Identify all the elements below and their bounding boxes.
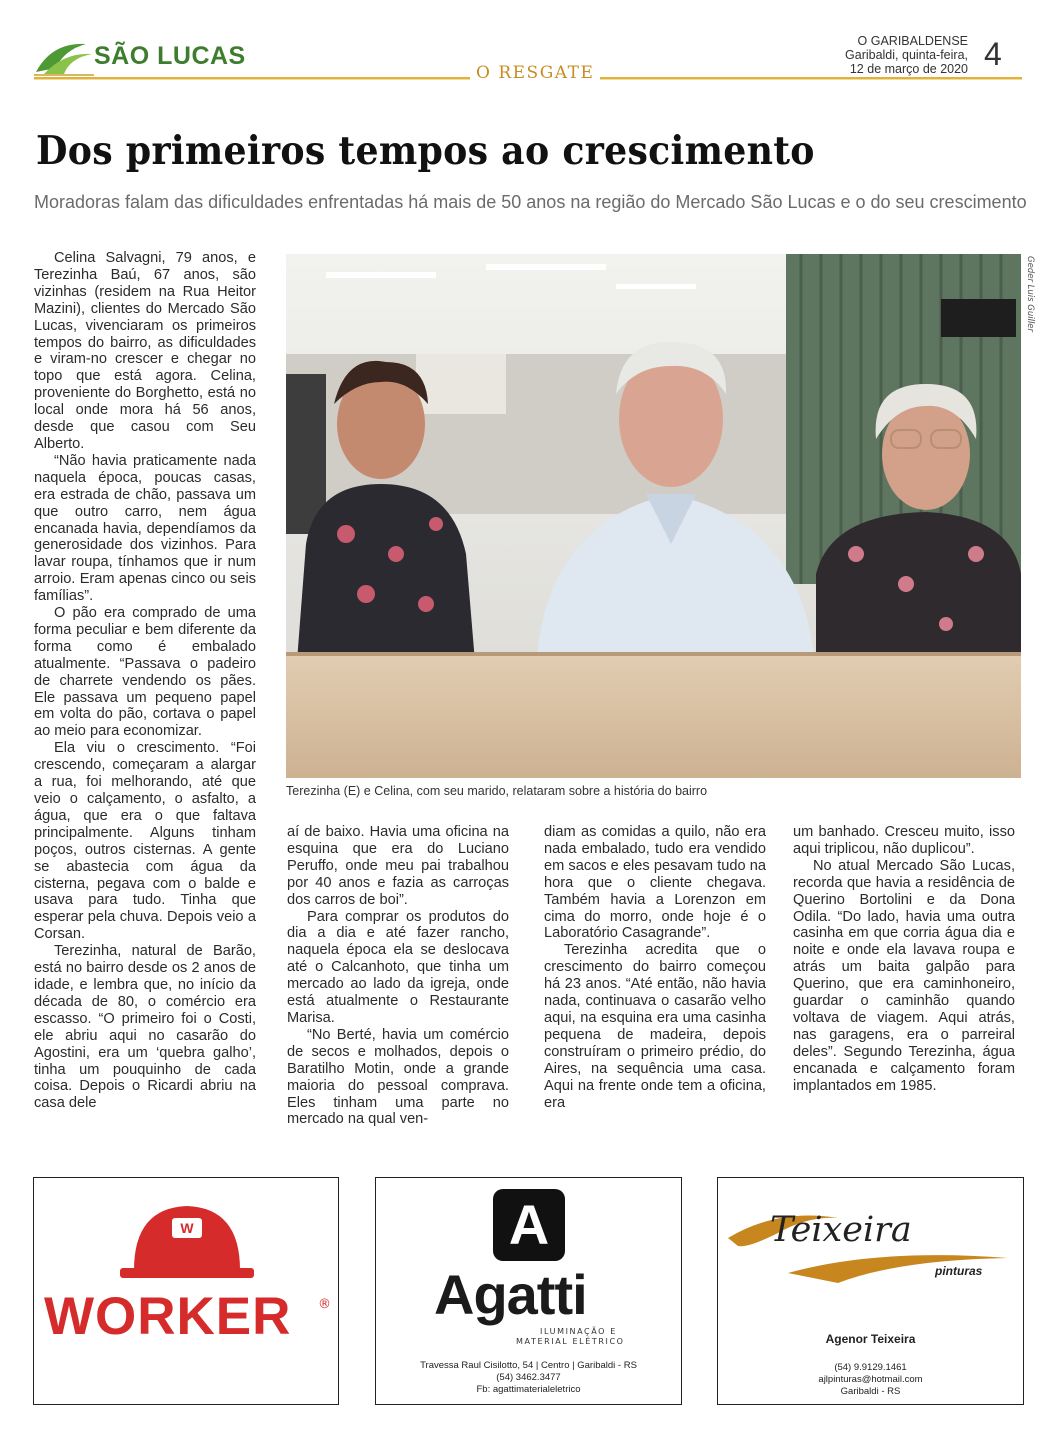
paragraph: aí de baixo. Havia uma oficina na esquina que era do Luciano Peruffo, onde meu pai trabalhou por 40 anos e fazia as carroças dos carros de boi”.: [287, 824, 509, 908]
teixeira-brand: Teixeira: [770, 1210, 912, 1250]
paragraph: um banhado. Cresceu muito, isso aqui triplicou, não duplicou”.: [793, 824, 1015, 857]
column-label: O RESGATE: [470, 63, 600, 83]
agatti-contact: [376, 1360, 681, 1396]
photo-illustration: [286, 254, 1021, 778]
page-number: 4: [984, 36, 1002, 72]
agatti-tagline-2: MATERIAL ELÉTRICO: [516, 1337, 625, 1346]
headline: Dos primeiros tempos ao crescimento: [36, 128, 815, 174]
ad-teixeira: [717, 1177, 1024, 1405]
paragraph: Terezinha, natural de Barão, está no bairro desde os 2 anos de idade, e lembra que, no início da década de 80, o comércio era escasso. “O primeiro foi o Costi, ele abriu aqui no casarão do Agostini, era um ‘quebra galho’, tinha um pouquinho de cada coisa. Depois o Ricardi abriu na casa dele: [34, 943, 256, 1112]
dateline-line2: 12 de março de 2020: [849, 62, 968, 76]
paragraph: O pão era comprado de uma forma peculiar e bem diferente da forma como é embalado atualmente. “Passava o padeiro de charrete vendendo os pães. Ele passava um pequeno papel em volta do pão, cortava o papel ao meio para economizar.: [34, 605, 256, 740]
teixeira-phone: (54) 9.9129.1461: [834, 1362, 907, 1373]
paragraph: Ela viu o crescimento. “Foi crescendo, começaram a alargar a rua, foi melhorando, até que veio o calçamento, o asfalto, a água, que era o que faltava principalmente. Alguns tinham poços, outros cisternas. A gente se abastecia com água da cisterna, pegava com o balde e usava para tudo. Tinha que esperar pela chuva. Depois veio a Corsan.: [34, 740, 256, 943]
teixeira-contact: [718, 1362, 1023, 1398]
agatti-brand: Agatti: [434, 1263, 587, 1326]
paragraph: Celina Salvagni, 79 anos, e Terezinha Baú, 67 anos, são vizinhas (residem na Rua Heitor Mazini), clientes do Mercado São Lucas, vivenciaram os primeiros tempos do bairro, as dificuldades e viram-no crescer e chegar no topo que está agora. Celina, proveniente do Borghetto, está no local onde mora há 56 anos, desde que casou com Seu Alberto.: [34, 250, 256, 452]
paragraph: “No Berté, havia um comércio de secos e molhados, depois o Baratilho Motin, onde a grande maioria do pessoal comprava. Eles tinham uma parte no mercado na qual ven-: [287, 1026, 509, 1128]
photo-caption: Terezinha (E) e Celina, com seu marido, relataram sobre a história do bairro: [286, 784, 708, 798]
agatti-tagline-1: ILUMINAÇÃO E: [540, 1327, 617, 1336]
paragraph: No atual Mercado São Lucas, recorda que havia a residência de Querino Bortolini e da Dona Odila. “Do lado, havia uma outra casinha em que corria água dia e noite e onde ela lavava roupa e atrás um baita galpão para Querino, que era caminhoneiro, guardar o caminhão quando voltava de viagem. Aqui atrás, nas garagens, era o parreiral deles”. Segundo Terezinha, água encanada e calçamento foram implantados em 1985.: [793, 857, 1015, 1094]
paragraph: Para comprar os produtos do dia a dia e até fazer rancho, naquela época ela se deslocava até o Calcanhoto, que tinha um mercado ao lado da igreja, onde está atualmente o Restaurante Marisa.: [287, 908, 509, 1026]
dateline-line1: Garibaldi, quinta-feira,: [845, 48, 968, 62]
paragraph: diam as comidas a quilo, não era nada embalado, tudo era vendido em sacos e eles pesavam tudo na hora que o cliente chegava. Também havia a Lorenzon em cima do morro, onde hoje é o Laboratório Casagrande”.: [544, 824, 766, 942]
teixeira-owner: Agenor Teixeira: [825, 1332, 916, 1346]
teixeira-sub: pinturas: [935, 1264, 983, 1278]
paragraph: “Não havia praticamente nada naquela época, poucas casas, era estrada de chão, passava um que outro carro, nem água encanada havia, dependíamos da generosidade dos vizinhos. Para lavar roupa, tínhamos que ir num arroio. Eram apenas cinco ou seis famílias”.: [34, 452, 256, 605]
agatti-address: Travessa Raul Cisilotto, 54 | Centro | Garibaldi - RS: [420, 1360, 637, 1371]
ad-worker: [33, 1177, 339, 1405]
helmet-letter: W: [180, 1220, 194, 1236]
agatti-phone: (54) 3462.3477: [496, 1372, 561, 1383]
text-column-3: [544, 824, 766, 1111]
text-column-4: [793, 824, 1015, 1095]
paragraph: Terezinha acredita que o crescimento do bairro começou há 23 anos. “Até então, não havia nada, continuava o casarão velho aqui, na esquina era uma casinha pequena de madeira, depois construíram o primeiro prédio, do Aires, na sequência uma casa. Aqui na frente onde tem a oficina, era: [544, 942, 766, 1111]
section-name: SÃO LUCAS: [94, 42, 246, 70]
leaf-logo-icon: [34, 38, 96, 76]
text-column-1: [34, 250, 256, 1112]
photo-credit-text: Geder Luis Guiller: [1025, 256, 1035, 333]
worker-brand: WORKER: [44, 1287, 292, 1346]
ad-agatti: [375, 1177, 682, 1405]
worker-registered: ®: [318, 1297, 331, 1312]
agatti-mark-icon: A: [493, 1189, 565, 1261]
photo-credit: [1024, 256, 1036, 346]
section-logo: [34, 38, 274, 78]
teixeira-email: ajlpinturas@hotmail.com: [818, 1374, 923, 1385]
article-photo: [286, 254, 1021, 778]
subtitle: Moradoras falam das dificuldades enfrentadas há mais de 50 anos na região do Mercado São Lucas e o do seu crescimento: [34, 192, 1027, 212]
agatti-social: Fb: agattimaterialeletrico: [476, 1384, 581, 1395]
text-column-2: [287, 824, 509, 1128]
newspaper-name: O GARIBALDENSE: [857, 34, 968, 48]
helmet-icon: [112, 1188, 262, 1288]
teixeira-city: Garibaldi - RS: [840, 1386, 901, 1397]
masthead: [845, 34, 968, 76]
